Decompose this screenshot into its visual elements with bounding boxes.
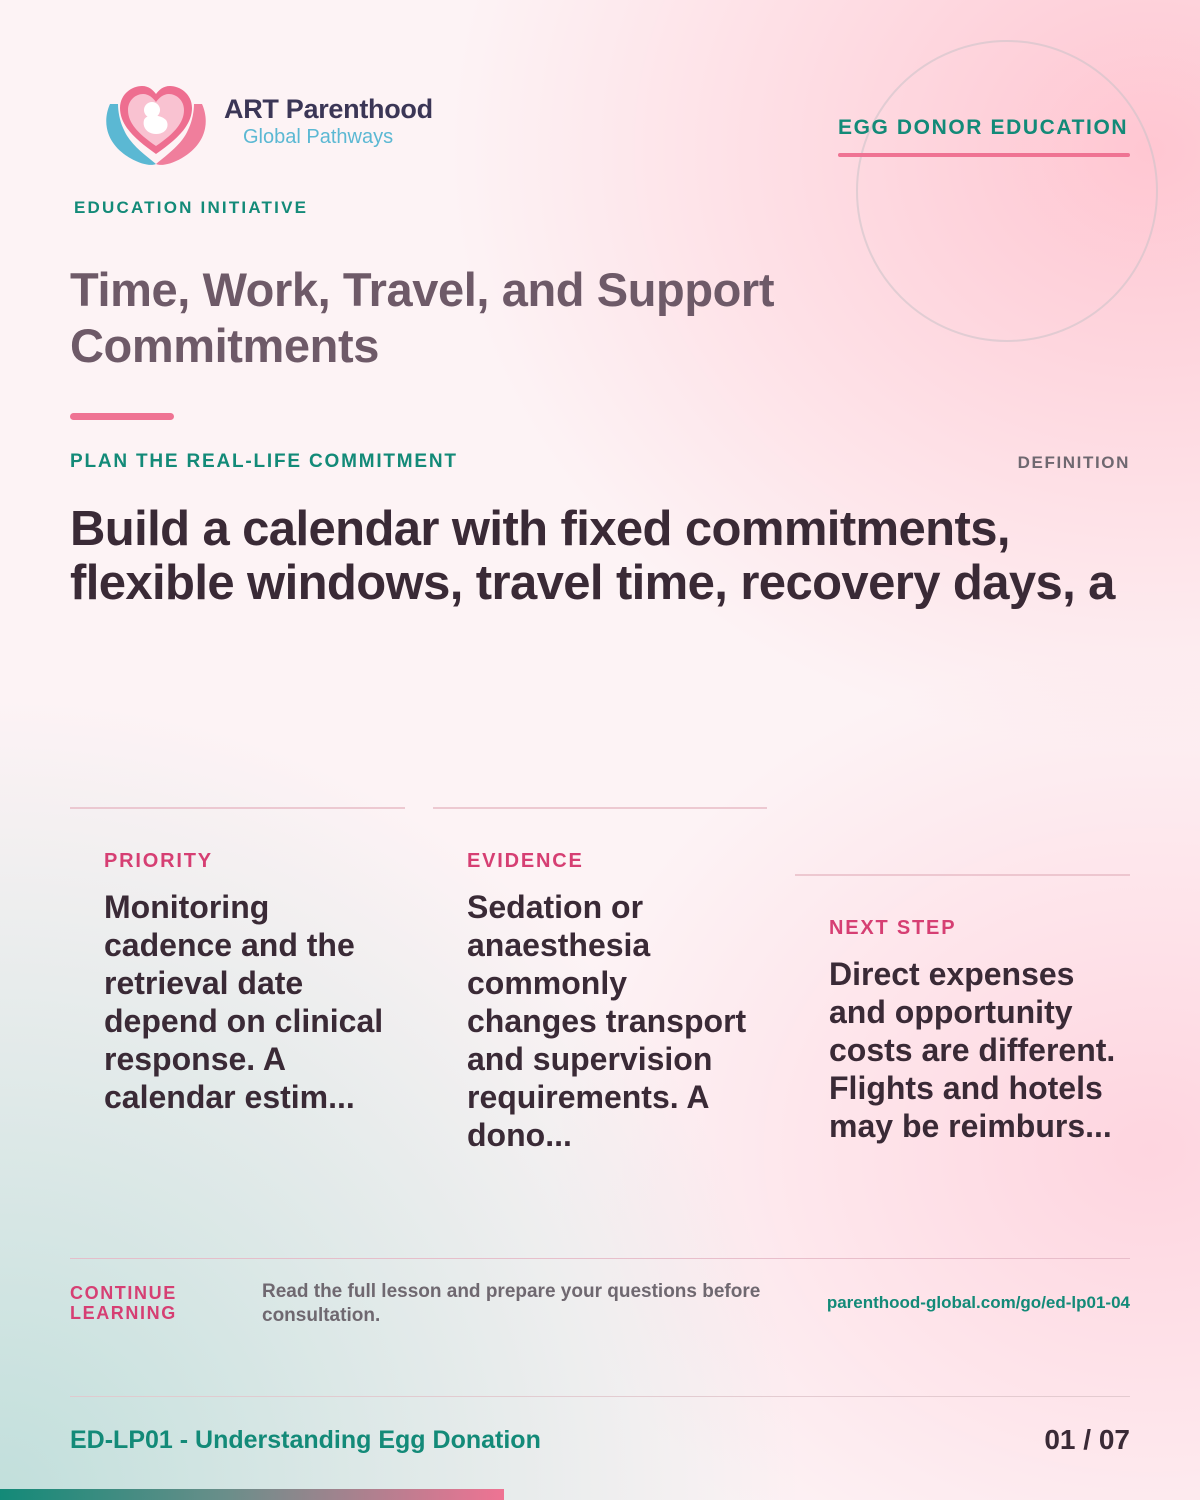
cta-divider: [70, 1258, 1130, 1259]
card-label: PRIORITY: [104, 850, 213, 872]
card-divider: [795, 874, 1130, 876]
initiative-label: EDUCATION INITIATIVE: [74, 198, 309, 217]
card-label: NEXT STEP: [829, 917, 957, 939]
title-accent-bar: [70, 413, 174, 420]
card-divider: [433, 807, 767, 809]
footer-divider: [70, 1396, 1130, 1397]
card-body: Monitoring cadence and the retrieval date depend on clinical response. A calendar estim...: [104, 889, 384, 1115]
cta-label: CONTINUE LEARNING: [70, 1283, 177, 1323]
cta-text: Read the full lesson and prepare your questions before consultation.: [262, 1281, 761, 1326]
brand-subtitle: Global Pathways: [243, 126, 394, 148]
decorative-ring: [856, 40, 1158, 342]
card-body: Sedation or anaesthesia commonly changes transport and supervision requirements. A dono...: [467, 889, 747, 1153]
card-body: Direct expenses and opportunity costs are different. Flights and hotels may be reimburs...: [829, 956, 1116, 1144]
card-label: EVIDENCE: [467, 850, 584, 872]
lesson-link[interactable]: parenthood-global.com/go/ed-lp01-04: [826, 1293, 1130, 1312]
category-underline: [838, 153, 1130, 157]
definition-headline: Build a calendar with fixed commitments, flexible windows, travel time, recovery days, a: [70, 502, 1115, 610]
category-eyebrow: EGG DONOR EDUCATION: [838, 116, 1129, 139]
page-counter: 01 / 07: [1044, 1424, 1130, 1455]
brand-name: ART Parenthood: [224, 94, 433, 124]
progress-bar: [0, 1489, 504, 1500]
brand-logo: [100, 74, 440, 174]
page-title: Time, Work, Travel, and Support Commitments: [70, 263, 775, 372]
definition-label: DEFINITION: [1017, 453, 1130, 472]
card-divider: [70, 807, 405, 809]
course-code: ED-LP01 - Understanding Egg Donation: [70, 1426, 541, 1454]
section-label: PLAN THE REAL-LIFE COMMITMENT: [70, 451, 458, 472]
heart-hands-logo-icon: [100, 74, 212, 170]
